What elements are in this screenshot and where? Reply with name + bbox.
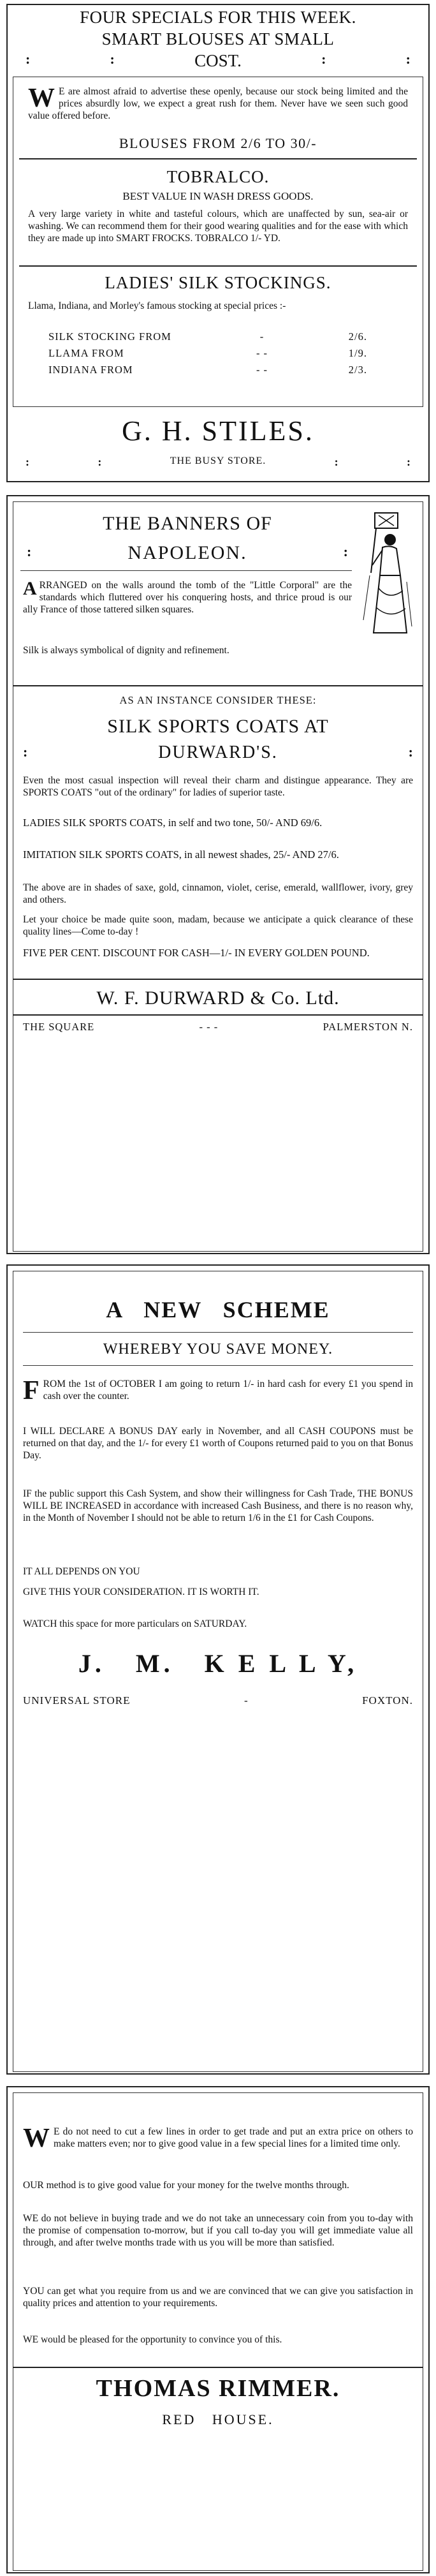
drop-cap: A	[23, 578, 37, 599]
ad1-blouse-paragraph	[28, 85, 408, 122]
ad2-firm-name: W. F. DURWARD & Co. Ltd.	[96, 988, 340, 1009]
ad2-para-1: Even the most casual inspection will reveal their charm and distingue appearance. They are SPORTS COATS "out of the ordinary" for ladies of superior taste.	[23, 775, 413, 798]
ad2-para-5: Let your choice be made quite soon, madam, because we anticipate a quick clearance of these quality lines—Come to-day !	[23, 914, 413, 937]
advert-kelly	[6, 1264, 430, 2075]
colon-mark: :	[98, 455, 102, 468]
ad4-firm-name: THOMAS RIMMER.	[96, 2375, 340, 2402]
colon-mark: :	[321, 51, 326, 67]
ad4-para-3: WE do not believe in buying trade and we do not take an unnecessary coin from you to-day with the promise of compensation to-morrow, but if you call to-day you will get immediate value all through, and after twelve months trade with us you will be more than satisfied.	[23, 2213, 413, 2248]
advert-stiles	[6, 4, 430, 482]
ad1-silk-text: Llama, Indiana, and Morley's famous stocking at special prices :-	[28, 300, 286, 311]
ad4-house: RED HOUSE.	[162, 2411, 274, 2427]
ad3-para-1	[23, 1376, 413, 1405]
price-item: SILK STOCKING FROM	[48, 330, 171, 343]
colon-mark: :	[343, 544, 348, 559]
ad2-address-dash: - - -	[199, 1021, 219, 1033]
divider	[19, 265, 417, 267]
ad1-headline-2: SMART BLOUSES AT SMALL	[101, 29, 335, 48]
ad3-address-dash: -	[243, 1694, 249, 1706]
price-dash: -	[259, 330, 265, 343]
colon-mark: :	[25, 455, 29, 468]
colon-mark: :	[334, 455, 338, 468]
ad4-para-1	[23, 2124, 413, 2153]
ad3-para-1-text: ROM the 1st of OCTOBER I am going to return 1/- in hard cash for every £1 you spend in cash over the counter.	[43, 1379, 413, 1402]
ad2-coats-title-1: SILK SPORTS COATS AT	[107, 716, 329, 737]
divider	[20, 570, 352, 571]
ad2-title-1: THE BANNERS OF	[103, 513, 272, 534]
price-item: LLAMA FROM	[48, 347, 124, 359]
ad2-intro-text: RRANGED on the walls around the tomb of the "Little Corporal" are the standards which fluttered over his conquering hosts, and thrice proud is our ally France of those tattered silken squares.	[23, 580, 352, 615]
price-value: 2/3.	[348, 364, 367, 376]
ad1-blouse-price: BLOUSES FROM 2/6 TO 30/-	[119, 135, 317, 151]
ad2-address-left: THE SQUARE	[23, 1021, 95, 1033]
ad4-para-4: YOU can get what you require from us and we are convinced that we can give you satisfaction in quality prices and attention to your requirements.	[23, 2286, 413, 2309]
ad3-para-3: IF the public support this Cash System, and show their willingness for Cash Trade, THE BONUS WILL BE INCREASED in accordance with increased Cash Business, and there is no reason why, in the Month of November I should not be able to return 1/6 in the £1 for Cash Coupons.	[23, 1488, 413, 1523]
colon-mark: :	[406, 455, 411, 468]
ad3-para-5: GIVE THIS YOUR CONSIDERATION. IT IS WORTH IT.	[23, 1587, 259, 1597]
ad1-headline-3-row	[8, 51, 428, 71]
ad2-para-2: LADIES SILK SPORTS COATS, in self and two tone, 50/- AND 69/6.	[23, 817, 323, 829]
price-value: 2/6.	[348, 330, 367, 343]
ad3-title: A NEW SCHEME	[106, 1297, 330, 1322]
advert-rimmer	[6, 2086, 430, 2573]
ad1-firm-name: G. H. STILES.	[122, 415, 314, 447]
colon-mark: :	[25, 51, 31, 67]
drop-cap: W	[28, 84, 55, 113]
divider	[23, 1332, 413, 1333]
napoleon-figure-illustration	[357, 512, 413, 639]
ad3-firm-name: J. M. K E L L Y,	[78, 1649, 358, 1678]
ad1-tagline: THE BUSY STORE.	[170, 455, 266, 466]
ad2-title-2: NAPOLEON.	[127, 542, 247, 563]
divider	[23, 1365, 413, 1366]
price-row	[48, 330, 367, 343]
ad1-silk-title: LADIES' SILK STOCKINGS.	[105, 273, 331, 292]
ad1-tagline-row	[8, 455, 428, 469]
ad3-subtitle: WHEREBY YOU SAVE MONEY.	[103, 1341, 333, 1358]
ad3-address-right: FOXTON.	[362, 1694, 413, 1706]
colon-mark: :	[408, 744, 413, 760]
ad4-inner-border	[13, 2092, 423, 2571]
ad2-intro	[23, 579, 352, 616]
ad1-headline-3: COST.	[194, 51, 242, 70]
ad3-address-row	[23, 1694, 413, 1707]
price-row	[48, 347, 367, 360]
ad3-address-left: UNIVERSAL STORE	[23, 1694, 131, 1706]
ad2-coats-title-2: DURWARD'S.	[158, 743, 278, 762]
drop-cap: W	[23, 2124, 50, 2153]
price-dash: - -	[256, 364, 268, 376]
ad1-tobralco-subtitle: BEST VALUE IN WASH DRESS GOODS.	[122, 190, 314, 202]
ad2-title-colons	[23, 544, 352, 560]
ad2-address-row	[23, 1021, 413, 1033]
ad4-para-1-text: E do not need to cut a few lines in order to get trade and put an extra price on others to make matters even; nor to give good value in a few special lines for a limited time only.	[54, 2126, 413, 2149]
divider	[13, 2367, 423, 2368]
divider	[19, 158, 417, 159]
colon-mark: :	[405, 51, 411, 67]
ad1-blouse-text: E are almost afraid to advertise these openly, because our stock being limited and the prices absurdly low, we expect a great rush for them. Never have we seen such good value offered before.	[28, 86, 408, 121]
ad2-coats-colons	[8, 744, 428, 760]
price-row	[48, 364, 367, 376]
colon-mark: :	[110, 51, 115, 67]
ad1-tobralco-text: A very large variety in white and tasteful colours, which are unaffected by sun, sea-air or washing. We can recommend them for their good wearing qualities and for the ease with which they are made up into SMART FROCKS. TOBRALCO 1/- YD.	[28, 209, 408, 244]
ad3-para-4: IT ALL DEPENDS ON YOU	[23, 1566, 140, 1577]
colon-mark: :	[23, 744, 28, 760]
ad2-para-3: IMITATION SILK SPORTS COATS, in all newest shades, 25/- AND 27/6.	[23, 848, 339, 861]
ad2-address-right: PALMERSTON N.	[323, 1021, 413, 1033]
price-dash: - -	[256, 347, 268, 359]
price-item: INDIANA FROM	[48, 364, 133, 376]
divider	[13, 1014, 423, 1016]
ad2-para-6: FIVE PER CENT. DISCOUNT FOR CASH—1/- IN EVERY GOLDEN POUND.	[23, 947, 370, 959]
ad2-instance: AS AN INSTANCE CONSIDER THESE:	[119, 694, 317, 706]
ad3-para-6: WATCH this space for more particulars on SATURDAY.	[23, 1618, 247, 1629]
colon-mark: :	[27, 544, 32, 559]
divider	[13, 685, 423, 686]
price-value: 1/9.	[348, 347, 367, 359]
ad1-headline-1: FOUR SPECIALS FOR THIS WEEK.	[80, 8, 356, 27]
ad2-para-4: The above are in shades of saxe, gold, cinnamon, violet, cerise, emerald, wallflower, ivory, grey and others.	[23, 882, 413, 905]
ad2-silk-symbol: Silk is always symbolical of dignity and refinement.	[23, 645, 229, 656]
drop-cap: F	[23, 1376, 40, 1405]
ad4-para-2: OUR method is to give good value for your money for the twelve months through.	[23, 2180, 349, 2191]
ad4-para-5: WE would be pleased for the opportunity to convince you of this.	[23, 2334, 282, 2345]
divider	[13, 979, 423, 980]
ad1-tobralco-title: TOBRALCO.	[166, 167, 270, 186]
advert-durward	[6, 495, 430, 1254]
ad3-para-2: I WILL DECLARE A BONUS DAY early in November, and all CASH COUPONS must be returned on that day, and the 1/- for every £1 worth of Coupons returned paid to you on that Bonus Day.	[23, 1426, 413, 1461]
